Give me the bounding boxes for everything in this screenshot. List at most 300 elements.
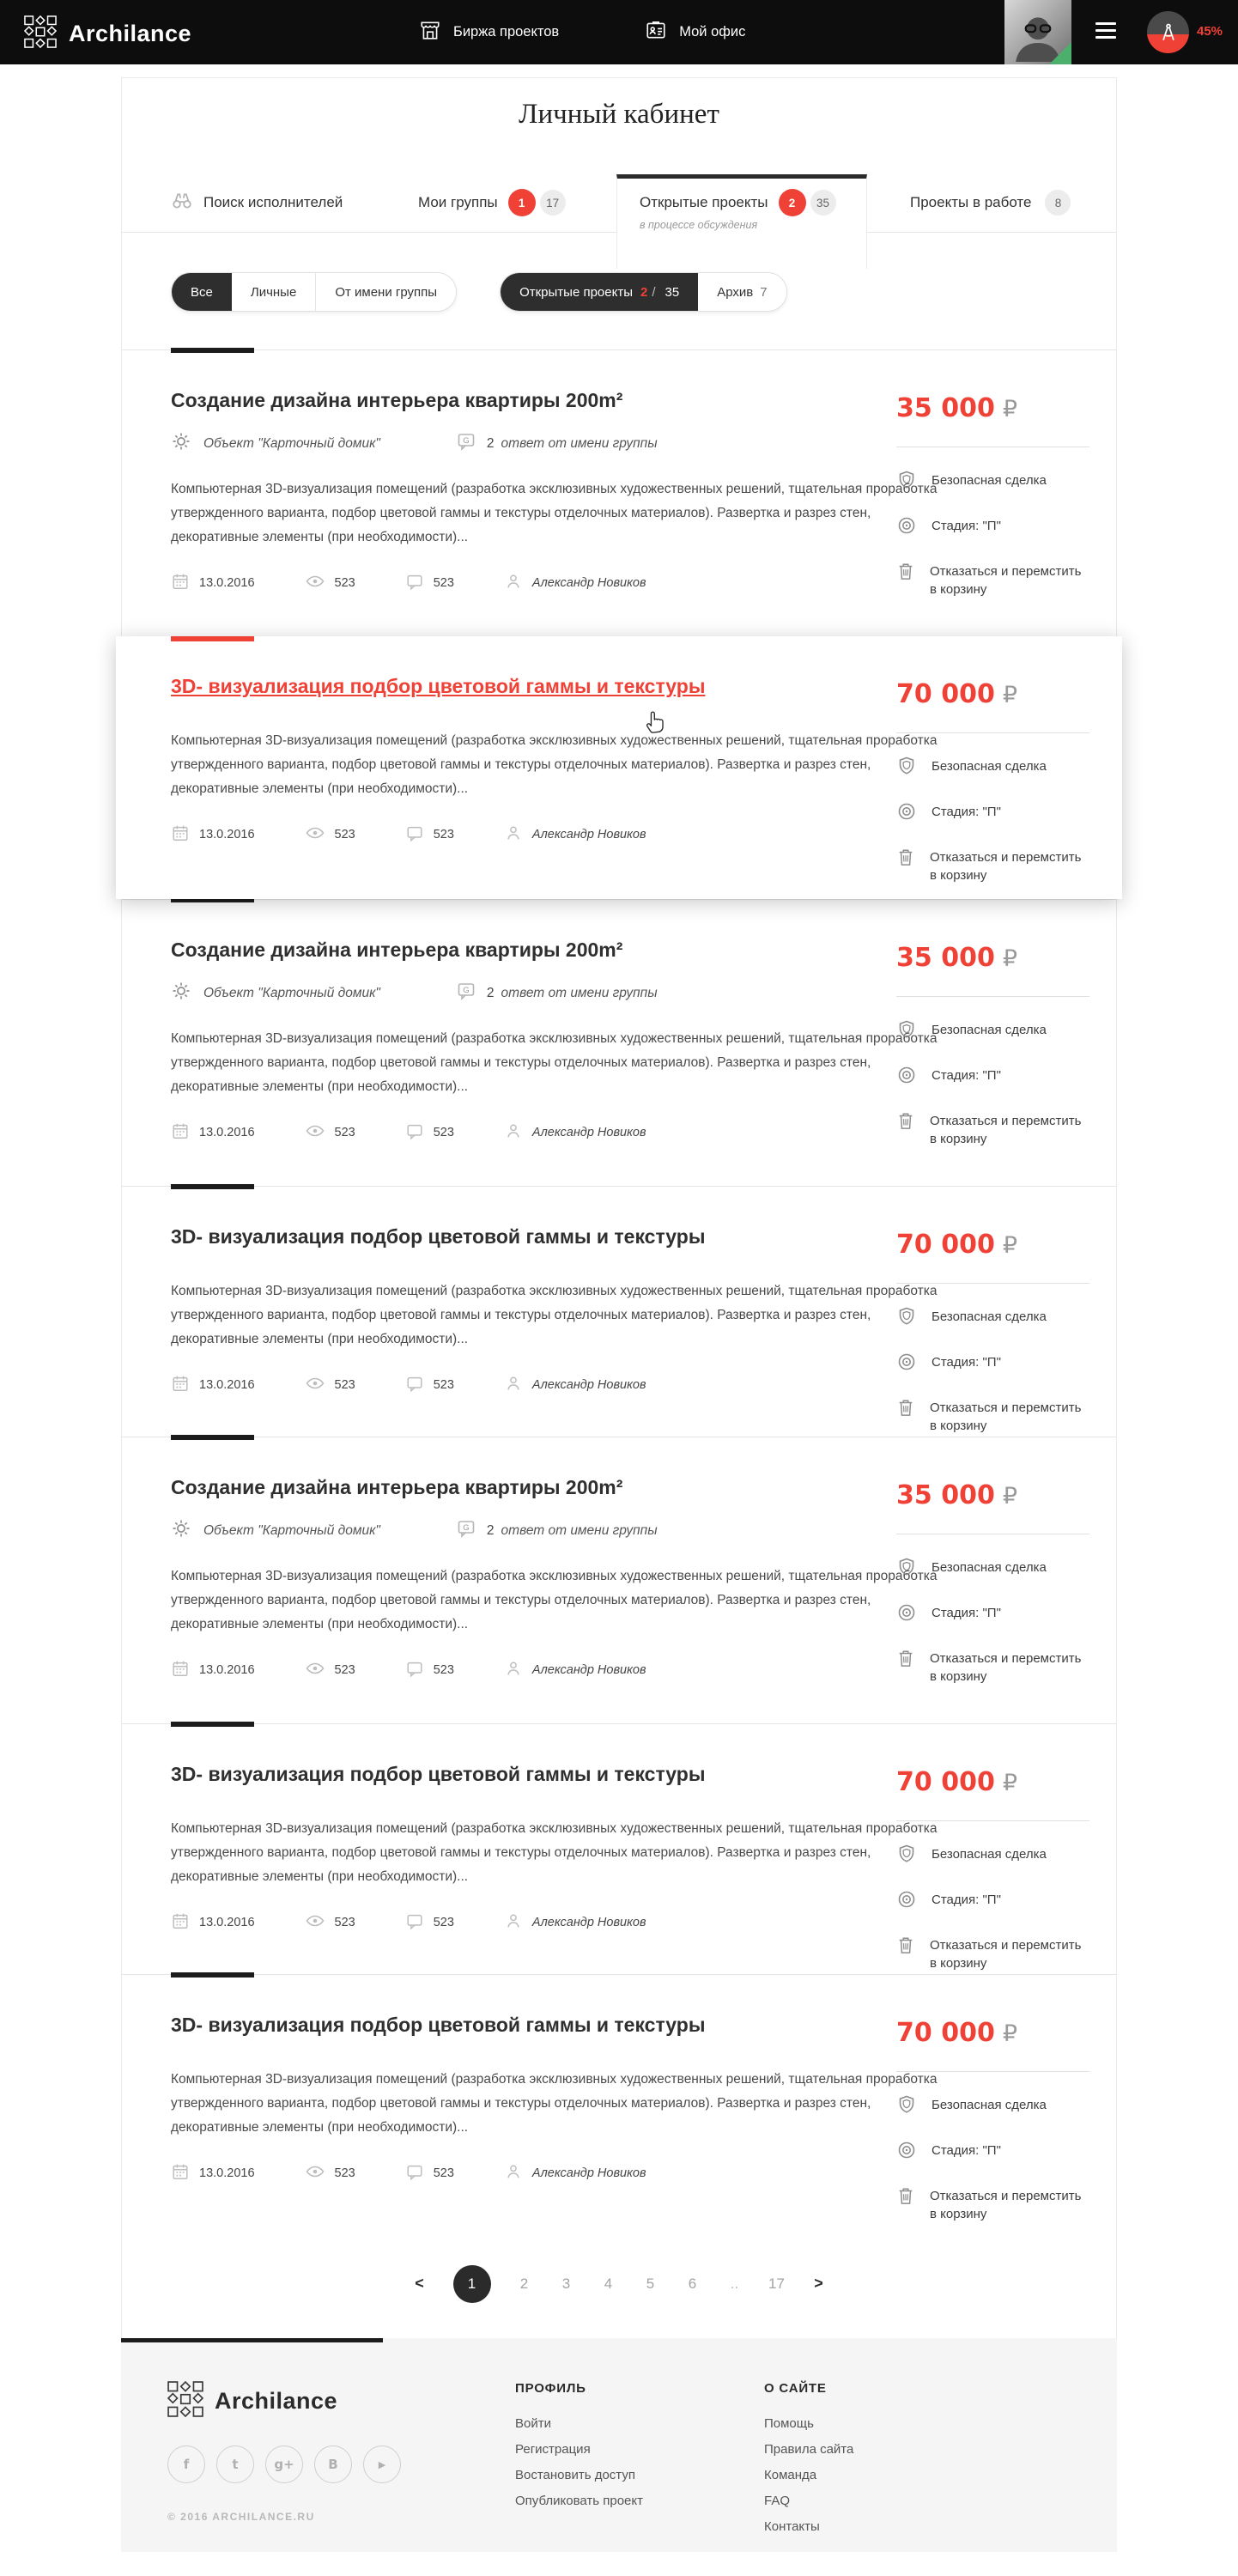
views-meta [305,2161,355,2185]
author-name: Александр Новиков [531,828,646,841]
tab-open-projects-active[interactable] [616,174,867,269]
pagination [122,2209,1116,2358]
calendar-icon [171,823,190,846]
top-header [0,0,1238,64]
project-description: Компьютерная 3D-визуализация помещений (разработка эксклюзивных художественных решений, тщательная проработка утвержденного варианта, подбор цветовой гаммы и текстуры отделочных материалов). Развертка и разрез стен, декоративные элементы (при необходимости)... [171,733,938,796]
new-count-badge: 2 [779,189,806,216]
project-title-link[interactable]: Создание дизайна интерьера квартиры 200m² [171,1476,623,1498]
views-meta [305,1911,355,1935]
calendar-icon [171,1659,190,1681]
trash-icon [896,847,915,872]
tab-label: Проекты в работе [910,194,1032,210]
discard-label: Отказаться и перемстить в корзину [930,1114,1082,1146]
safe-deal-item [896,1019,1089,1044]
replies-label: ответ от имени группы [501,1522,658,1538]
person-icon [504,1659,523,1681]
views-count: 523 [334,1126,355,1139]
author-name: Александр Новиков [531,1663,646,1677]
target-icon [896,1602,917,1627]
replies-count: 2 [486,1522,495,1538]
new-count-badge: 1 [508,189,536,216]
open-total-count: 35 [665,284,680,300]
comment-icon [405,1911,424,1934]
discard-to-trash-action[interactable] [896,1935,1089,1972]
footer-links-about [764,2416,1013,2534]
card-meta-row [171,1911,896,1935]
person-icon [504,1121,523,1144]
currency-sign: ₽ [1002,1770,1018,1796]
views-count: 523 [334,2166,355,2180]
object-label[interactable]: Объект "Карточный домик" [203,1522,380,1538]
currency-sign: ₽ [1002,2020,1018,2047]
comments-count: 523 [433,576,454,590]
eye-icon [305,1373,325,1397]
replies-label: ответ от имени группы [501,435,658,451]
currency-sign: ₽ [1002,682,1018,708]
group-chat-icon [456,1518,476,1543]
card-top-dash [171,1184,254,1189]
discard-label: Отказаться и перемстить в корзину [930,1938,1082,1971]
total-count-badge: 35 [810,190,836,216]
date-meta [171,1659,255,1681]
card-top-dash [171,636,254,641]
card-top-dash [171,1722,254,1727]
project-title-link[interactable]: 3D- визуализация подбор цветовой гаммы и текстуры [171,1225,706,1248]
safe-deal-item [896,470,1089,495]
target-icon [896,801,917,826]
pagination-next[interactable]: > [814,2275,823,2292]
project-card [122,899,1116,1186]
svg-text:G: G [463,436,470,446]
project-description: Компьютерная 3D-визуализация помещений (разработка эксклюзивных художественных решений, тщательная проработка утвержденного варианта, подбор цветовой гаммы и текстуры отделочных материалов). Развертка и разрез стен, декоративные элементы (при необходимости)... [171,2072,938,2135]
card-top-dash [171,1972,254,1978]
target-icon [896,1065,917,1090]
currency-sign: ₽ [1002,1483,1018,1510]
tab-label: Поиск исполнителей [203,194,343,210]
date-value: 13.0.2016 [199,576,255,590]
stage-label: Стадия: "П" [932,1355,1001,1370]
date-meta [171,1911,255,1934]
safe-deal-item [896,1844,1089,1868]
discard-label: Отказаться и перемстить в корзину [930,1651,1082,1684]
tab-my-groups[interactable] [418,173,566,233]
safe-deal-label: Безопасная сделка [932,473,1047,488]
stage-label: Стадия: "П" [932,805,1001,819]
project-price: 70 000 ₽ [896,2018,1018,2048]
date-meta [171,2162,255,2184]
person-icon [504,1374,523,1396]
eye-icon [305,571,325,595]
project-price: 70 000 ₽ [896,1767,1018,1797]
footer-accent-line [121,2338,383,2342]
date-meta [171,1374,255,1396]
views-meta [305,823,355,847]
comments-count: 523 [433,1663,454,1677]
project-title-link[interactable]: Создание дизайна интерьера квартиры 200m² [171,939,623,961]
person-icon [504,823,523,846]
card-top-dash [171,1435,254,1440]
group-replies[interactable] [456,431,658,456]
object-label[interactable]: Объект "Карточный домик" [203,435,380,451]
card-object-row [171,981,896,1005]
pagination-page-active[interactable]: 1 [453,2265,491,2303]
views-count: 523 [334,576,355,590]
filter-personal[interactable]: Личные [232,273,316,311]
gear-icon [171,1518,191,1543]
calendar-icon [171,572,190,594]
footer [121,2338,1117,2552]
safe-deal-item [896,1306,1089,1331]
currency-sign: ₽ [1002,396,1018,422]
eye-icon [305,1911,325,1935]
pagination-page[interactable]: 17 [768,2275,785,2292]
vk-icon[interactable]: B [314,2445,352,2483]
target-icon [896,2140,917,2165]
profile-progress-percent: 45% [1197,24,1223,39]
discard-label: Отказаться и перемстить в корзину [930,2189,1082,2221]
discard-label: Отказаться и перемстить в корзину [930,850,1082,883]
card-meta-row [171,1121,896,1145]
comment-icon [405,572,424,594]
gear-icon [171,981,191,1005]
safe-deal-item [896,756,1089,781]
comments-meta[interactable] [405,1911,454,1934]
right-divider [896,1283,1089,1284]
project-card [122,1186,1116,1437]
archive-count: 7 [760,284,768,300]
brand-logo[interactable] [24,15,191,52]
trash-icon [896,2185,915,2210]
trash-icon [896,1648,915,1673]
project-card [122,349,1116,636]
storefront-icon [419,19,441,46]
stage-item [896,2140,1089,2165]
project-card [116,636,1122,899]
svg-text:G: G [463,1523,470,1533]
pagination-page[interactable]: 6 [688,2275,697,2292]
top-nav [419,0,745,64]
right-divider [896,732,1089,733]
archilance-logo-icon [167,2381,203,2421]
comment-icon [405,2162,424,2184]
project-card [122,1974,1116,2221]
profile-progress-badge[interactable] [1147,11,1189,53]
group-chat-icon [456,981,476,1005]
google-plus-icon[interactable]: g+ [265,2445,303,2483]
eye-icon [305,1658,325,1682]
replies-label: ответ от имени группы [501,985,658,1000]
comments-meta[interactable] [405,823,454,846]
facebook-icon[interactable]: f [167,2445,205,2483]
shield-icon [896,1306,917,1331]
card-meta-row [171,2161,896,2185]
safe-deal-label: Безопасная сделка [932,2098,1047,2112]
stage-item [896,1889,1089,1914]
author-meta[interactable] [504,572,646,594]
main-panel [121,77,1117,2338]
project-card [122,1437,1116,1723]
footer-column-title: О САЙТЕ [764,2381,827,2396]
footer-link[interactable]: Востановить доступ [515,2468,635,2482]
project-description: Компьютерная 3D-визуализация помещений (разработка эксклюзивных художественных решений, тщательная проработка утвержденного варианта, подбор цветовой гаммы и текстуры отделочных материалов). Развертка и разрез стен, декоративные элементы (при необходимости)... [171,482,938,544]
footer-link[interactable]: FAQ [764,2494,791,2508]
stage-item [896,1065,1089,1090]
calendar-icon [171,2162,190,2184]
author-meta[interactable] [504,823,646,846]
project-title-link[interactable]: Создание дизайна интерьера квартиры 200m² [171,389,623,411]
footer-link[interactable]: Опубликовать проект [515,2494,643,2508]
date-value: 13.0.2016 [199,1916,255,1929]
discard-to-trash-action[interactable] [896,1397,1089,1435]
stage-label: Стадия: "П" [932,1893,1001,1907]
currency-sign: ₽ [1002,945,1018,972]
person-icon [504,572,523,594]
eye-icon [305,1121,325,1145]
brand-name: Archilance [69,21,192,46]
filter-archive[interactable]: Архив 7 [698,273,786,311]
comments-count: 523 [433,1126,454,1139]
author-name: Александр Новиков [531,1916,646,1929]
comment-icon [405,1659,424,1681]
total-count-badge: 17 [540,190,566,216]
target-icon [896,515,917,540]
author-meta[interactable] [504,1659,646,1681]
cards-list [122,349,1116,2358]
tab-search-performers[interactable] [171,173,343,233]
author-name: Александр Новиков [531,1126,646,1139]
stage-item [896,1602,1089,1627]
right-divider [896,1820,1089,1821]
eye-icon [305,823,325,847]
currency-sign: ₽ [1002,1232,1018,1259]
right-divider [896,2071,1089,2072]
hamburger-menu-icon[interactable] [1095,22,1116,43]
card-meta-row [171,1658,896,1682]
footer-link[interactable]: Помощь [764,2416,814,2431]
discard-to-trash-action[interactable] [896,561,1089,598]
date-meta [171,572,255,594]
comments-meta[interactable] [405,1374,454,1396]
views-count: 523 [334,828,355,841]
author-name: Александр Новиков [531,2166,646,2180]
nav-item-exchange[interactable] [419,19,559,46]
project-description: Компьютерная 3D-визуализация помещений (разработка эксклюзивных художественных решений, тщательная проработка утвержденного варианта, подбор цветовой гаммы и текстуры отделочных материалов). Развертка и разрез стен, декоративные элементы (при необходимости)... [171,1569,938,1631]
views-meta [305,1373,355,1397]
id-card-icon [645,19,667,46]
date-meta [171,823,255,846]
tab-label: Мои группы [418,194,498,210]
comments-count: 523 [433,2166,454,2180]
author-meta[interactable] [504,1911,646,1934]
nav-label: Биржа проектов [453,24,560,39]
footer-brand-name: Archilance [215,2388,338,2414]
shield-icon [896,756,917,781]
avatar-status-corner [1049,42,1071,64]
discard-to-trash-action[interactable] [896,1648,1089,1686]
tab-sublabel: в процессе обсуждения [640,219,758,231]
safe-deal-label: Безопасная сделка [932,759,1047,774]
date-value: 13.0.2016 [199,2166,255,2180]
stage-item [896,801,1089,826]
pagination-page[interactable]: 5 [646,2275,655,2292]
shield-icon [896,1844,917,1868]
project-price: 70 000 ₽ [896,679,1018,709]
card-object-row [171,1518,896,1543]
date-meta [171,1121,255,1144]
youtube-icon[interactable]: ▶ [363,2445,401,2483]
project-price: 35 000 ₽ [896,1480,1018,1510]
shield-icon [896,1019,917,1044]
stage-label: Стадия: "П" [932,519,1001,533]
safe-deal-label: Безопасная сделка [932,1847,1047,1862]
pagination-prev[interactable]: < [415,2275,424,2292]
safe-deal-label: Безопасная сделка [932,1560,1047,1575]
safe-deal-label: Безопасная сделка [932,1309,1047,1324]
open-new-count: 2 [640,284,648,300]
object-label[interactable]: Объект "Карточный домик" [203,985,380,1000]
footer-column-about [764,2381,1013,2545]
gear-icon [171,431,191,456]
comment-icon [405,1374,424,1396]
comments-count: 523 [433,1916,454,1929]
project-price: 70 000 ₽ [896,1230,1018,1260]
replies-count: 2 [486,985,495,1000]
comments-count: 523 [433,828,454,841]
twitter-icon[interactable]: t [216,2445,254,2483]
trash-icon [896,561,915,586]
footer-column-title: ПРОФИЛЬ [515,2381,586,2396]
page-title: Личный кабинет [519,99,719,130]
date-value: 13.0.2016 [199,1126,255,1139]
trash-icon [896,1397,915,1422]
total-count-badge: 8 [1045,190,1071,216]
footer-links-profile [515,2416,764,2508]
card-meta-row [171,1373,896,1397]
eye-icon [305,2161,325,2185]
views-meta [305,571,355,595]
ownership-filter [171,272,457,312]
footer-link[interactable]: Команда [764,2468,817,2482]
discard-label: Отказаться и перемстить в корзину [930,564,1082,597]
comments-meta[interactable] [405,572,454,594]
card-top-dash [171,348,254,353]
nav-label: Мой офис [679,24,746,39]
views-meta [305,1658,355,1682]
pagination-page[interactable]: 2 [519,2275,529,2292]
shield-icon [896,470,917,495]
date-value: 13.0.2016 [199,1378,255,1392]
drafting-compass-icon [1157,21,1180,44]
date-value: 13.0.2016 [199,1663,255,1677]
views-count: 523 [334,1916,355,1929]
pagination-page[interactable]: 3 [561,2275,571,2292]
comment-icon [405,823,424,846]
project-description: Компьютерная 3D-визуализация помещений (разработка эксклюзивных художественных решений, тщательная проработка утвержденного варианта, подбор цветовой гаммы и текстуры отделочных материалов). Развертка и разрез стен, декоративные элементы (при необходимости)... [171,1821,938,1884]
project-title-link[interactable]: 3D- визуализация подбор цветовой гаммы и текстуры [171,1763,706,1785]
pagination-page[interactable]: 4 [604,2275,613,2292]
tabs-bar [122,173,1116,233]
footer-link[interactable]: Правила сайта [764,2442,854,2457]
filter-on-behalf-of-group[interactable]: От имени группы [316,273,456,311]
trash-icon [896,1110,915,1135]
views-count: 523 [334,1378,355,1392]
calendar-icon [171,1121,190,1144]
pagination-ellipsis: .. [730,2275,739,2292]
author-name: Александр Новиков [531,1378,646,1392]
archilance-logo-icon [24,15,57,52]
person-icon [504,2162,523,2184]
social-links [167,2445,515,2483]
date-value: 13.0.2016 [199,828,255,841]
trash-icon [896,1935,915,1959]
project-card [122,1723,1116,1974]
stage-item [896,1352,1089,1376]
author-name: Александр Новиков [531,576,646,590]
tab-projects-in-work[interactable] [910,173,1071,233]
author-meta[interactable] [504,1121,646,1144]
discard-to-trash-action[interactable] [896,847,1089,884]
user-avatar[interactable] [1004,0,1071,64]
comments-meta[interactable] [405,2162,454,2184]
target-icon [896,1352,917,1376]
footer-column-profile [515,2381,764,2545]
project-description: Компьютерная 3D-визуализация помещений (разработка эксклюзивных художественных решений, тщательная проработка утвержденного варианта, подбор цветовой гаммы и текстуры отделочных материалов). Развертка и разрез стен, декоративные элементы (при необходимости)... [171,1284,938,1346]
group-replies[interactable] [456,1518,658,1543]
filter-all[interactable]: Все [172,273,232,311]
filters-bar [171,272,787,312]
project-price: 35 000 ₽ [896,393,1018,423]
discard-to-trash-action[interactable] [896,2185,1089,2223]
stage-label: Стадия: "П" [932,2143,1001,2158]
comments-count: 523 [433,1378,454,1392]
target-icon [896,1889,917,1914]
comment-icon [405,1121,424,1144]
footer-link[interactable]: Войти [515,2416,551,2431]
footer-brand[interactable] [167,2381,515,2421]
nav-item-office[interactable] [645,19,745,46]
views-count: 523 [334,1663,355,1677]
author-meta[interactable] [504,2162,646,2184]
project-title-link[interactable]: 3D- визуализация подбор цветовой гаммы и текстуры [171,675,706,697]
copyright: © 2016 ARCHILANCE.RU [167,2511,315,2523]
person-icon [504,1911,523,1934]
safe-deal-item [896,1557,1089,1582]
group-chat-icon [456,431,476,456]
stage-item [896,515,1089,540]
card-meta-row [171,571,896,595]
stage-label: Стадия: "П" [932,1068,1001,1083]
filter-open-projects[interactable]: Открытые проекты 2 / 35 [501,273,698,311]
group-replies[interactable] [456,981,658,1005]
right-divider [896,996,1089,997]
author-meta[interactable] [504,1374,646,1396]
discard-to-trash-action[interactable] [896,1110,1089,1148]
card-meta-row [171,823,896,847]
card-object-row [171,431,896,456]
footer-link[interactable]: Регистрация [515,2442,591,2457]
project-title-link[interactable]: 3D- визуализация подбор цветовой гаммы и текстуры [171,2014,706,2036]
comments-meta[interactable] [405,1121,454,1144]
shield-icon [896,2094,917,2119]
shield-icon [896,1557,917,1582]
comments-meta[interactable] [405,1659,454,1681]
project-price: 35 000 ₽ [896,943,1018,973]
discard-label: Отказаться и перемстить в корзину [930,1400,1082,1433]
footer-link[interactable]: Контакты [764,2519,820,2534]
stage-label: Стадия: "П" [932,1606,1001,1620]
tab-label: Открытые проекты [640,194,768,210]
calendar-icon [171,1911,190,1934]
